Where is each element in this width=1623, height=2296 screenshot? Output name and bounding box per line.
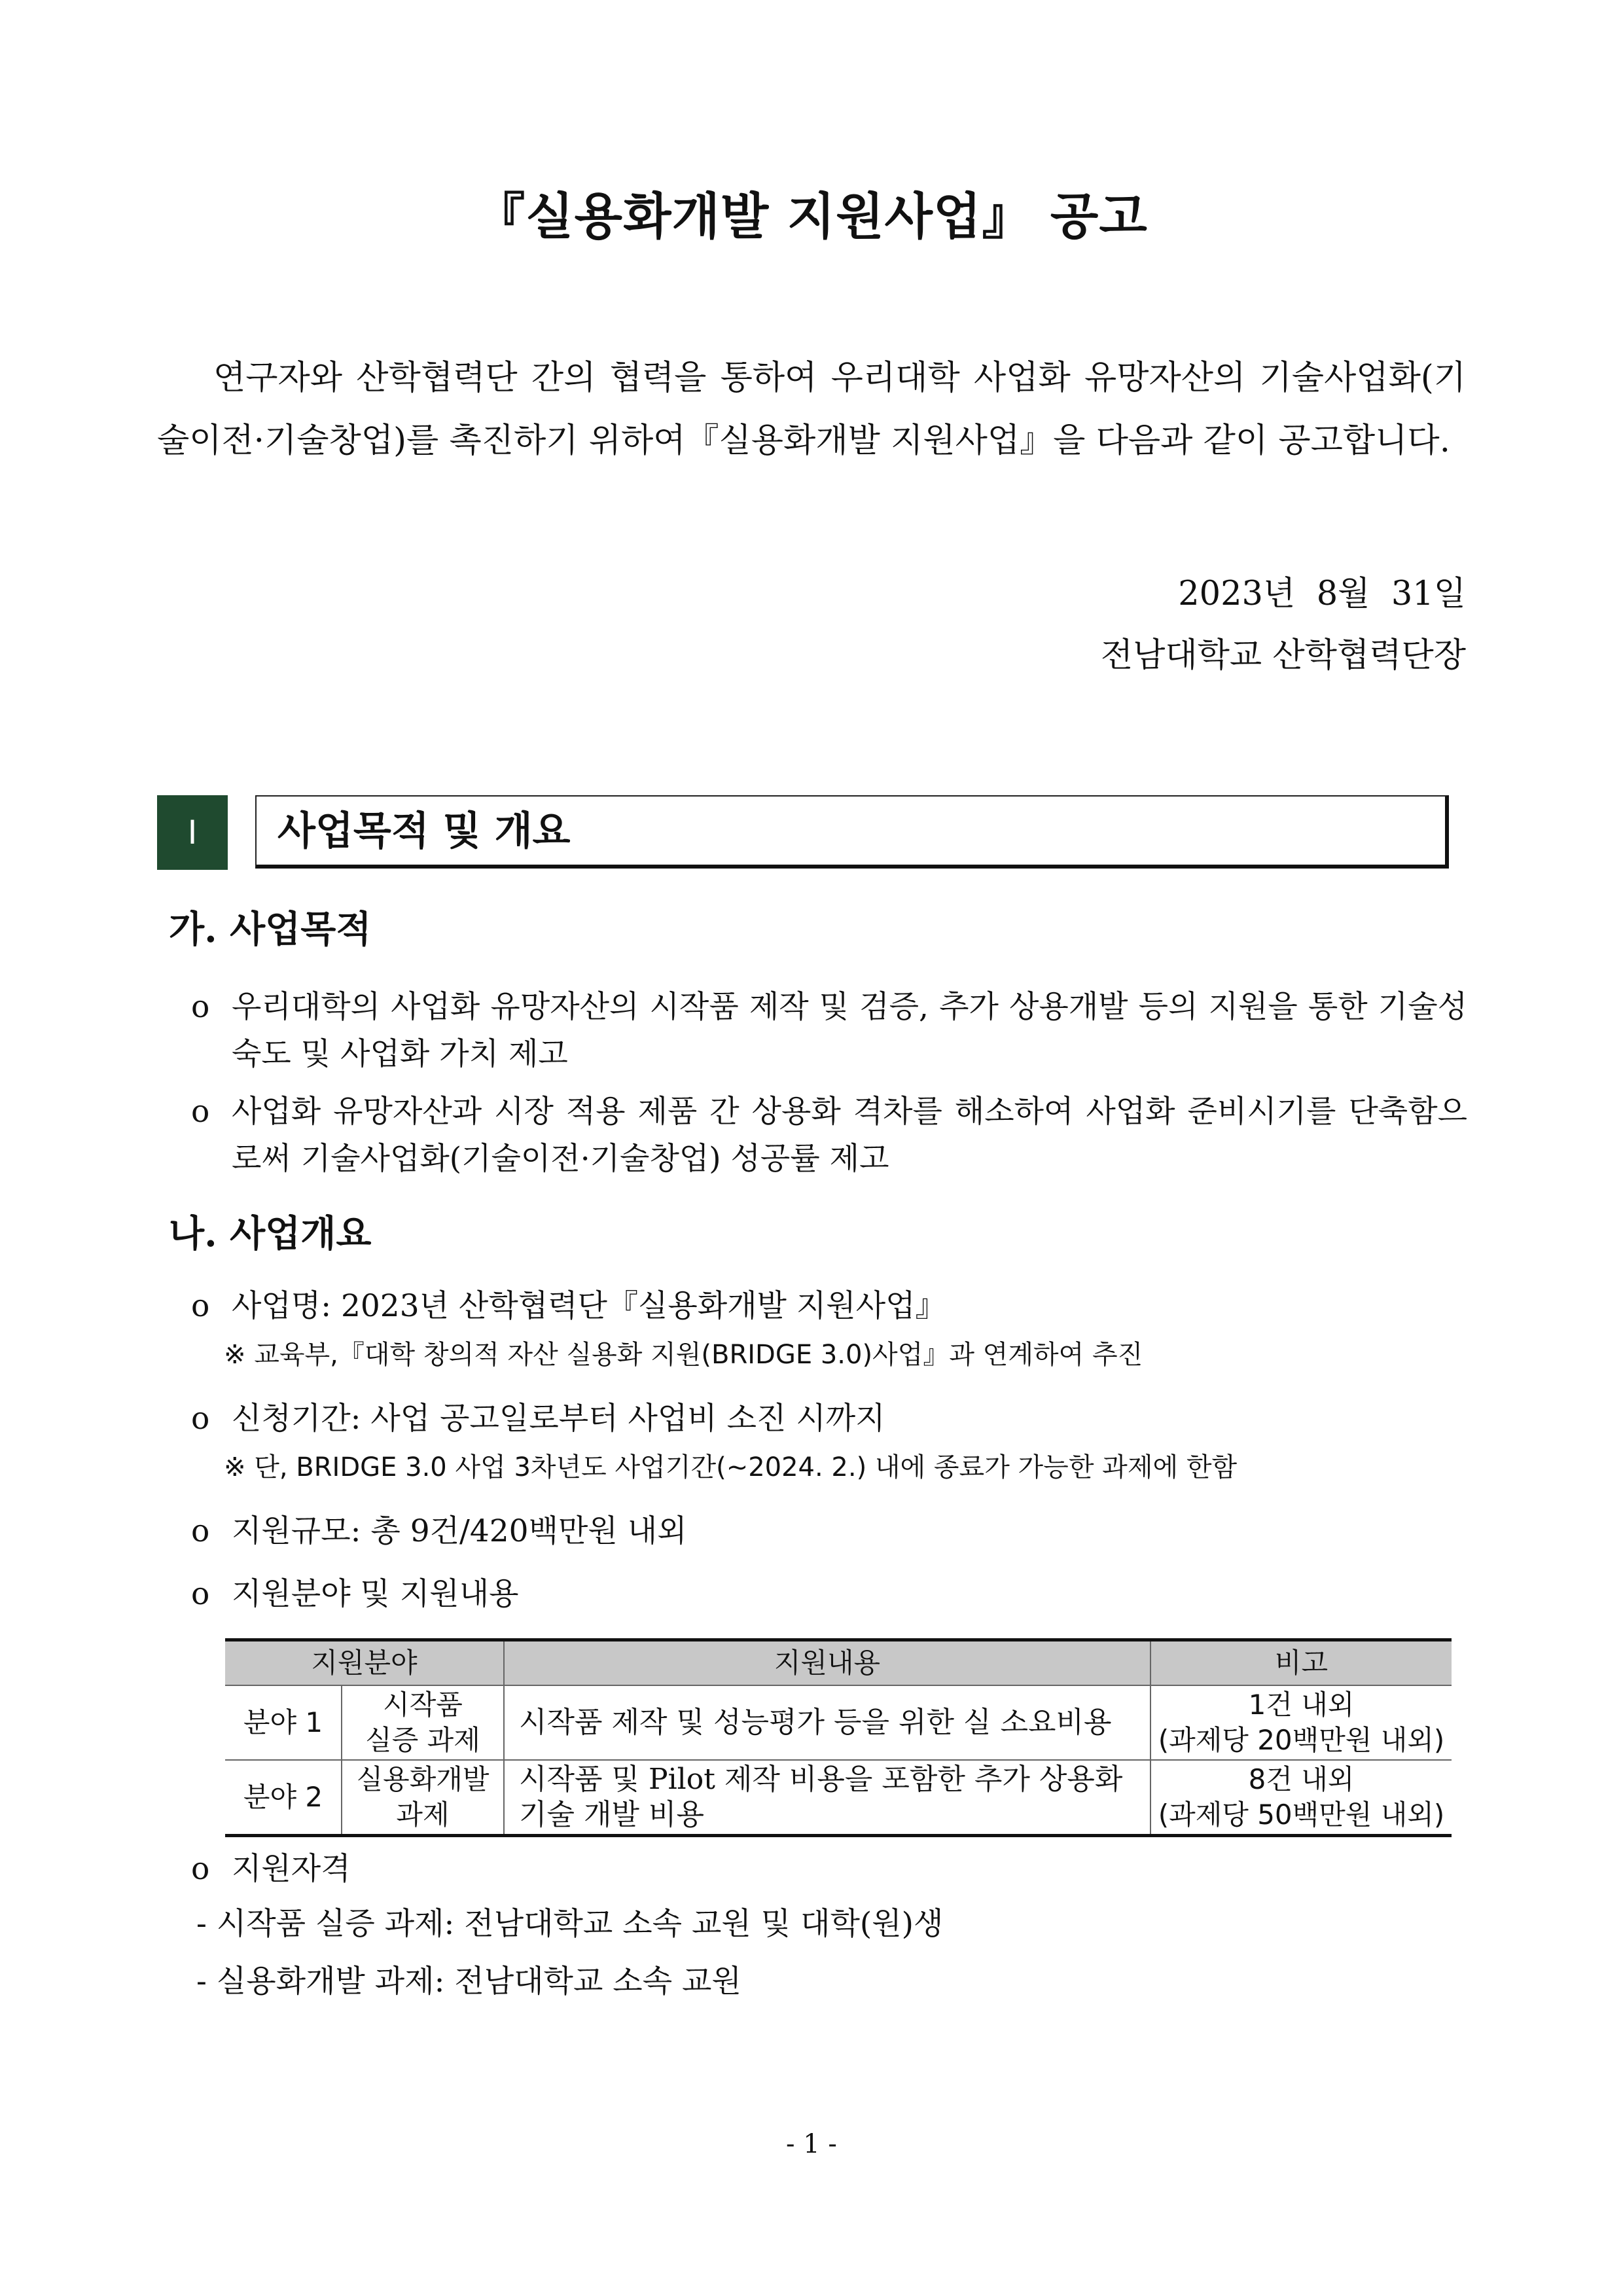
qualification-label: 지원자격	[232, 1851, 351, 1887]
application-period: 신청기간: 사업 공고일로부터 사업비 소진 시까지	[232, 1401, 885, 1437]
bullet-mark: o	[191, 1576, 210, 1612]
cell-note: 1건 내외 (과제당 20백만원 내외)	[1150, 1685, 1452, 1760]
project-name-note: ※ 교육부,『대학 창의적 자산 실용화 지원(BRIDGE 3.0)사업』과 연계하여 추진	[224, 1340, 1143, 1370]
table-row	[225, 1685, 1452, 1760]
page-number: - 1 -	[786, 2129, 837, 2159]
bullet-mark: o	[191, 1094, 210, 1130]
purpose-heading: 가. 사업목적	[169, 908, 372, 951]
table-row	[225, 1760, 1452, 1836]
section-title: 사업목적 및 개요	[277, 808, 571, 854]
document-title: 『실용화개발 지원사업』 공고	[475, 187, 1148, 245]
bullet-mark: o	[191, 1851, 210, 1887]
bullet-mark: o	[191, 989, 210, 1025]
header-field: 지원분야	[225, 1640, 504, 1686]
cell-type: 실용화개발 과제	[342, 1760, 504, 1836]
bullet-mark: o	[191, 1288, 210, 1324]
cell-field: 분야 2	[225, 1760, 342, 1836]
overview-heading: 나. 사업개요	[169, 1212, 372, 1255]
header-note: 비고	[1150, 1640, 1452, 1686]
table-header-row	[225, 1640, 1452, 1686]
section-number-badge: I	[157, 795, 228, 870]
support-scale: 지원규모: 총 9건/420백만원 내외	[232, 1513, 687, 1549]
cell-content: 시작품 및 Pilot 제작 비용을 포함한 추가 상용화 기술 개발 비용	[504, 1760, 1150, 1836]
application-period-note: ※ 단, BRIDGE 3.0 사업 3차년도 사업기간(~2024. 2.) 내에 종료가 가능한 과제에 한함	[224, 1452, 1238, 1482]
bullet-mark: o	[191, 1401, 210, 1437]
qualification-item-1: - 시작품 실증 과제: 전남대학교 소속 교원 및 대학(원)생	[196, 1906, 944, 1942]
purpose-item-2: 사업화 유망자산과 시장 적용 제품 간 상용화 격차를 해소하여 사업화 준비시기를 단축함으로써 기술사업화(기술이전·기술창업) 성공률 제고	[232, 1094, 1467, 1177]
cell-type: 시작품 실증 과제	[342, 1685, 504, 1760]
header-content: 지원내용	[504, 1640, 1150, 1686]
intro-paragraph: 연구자와 산학협력단 간의 협력을 통하여 우리대학 사업화 유망자산의 기술사업화(기술이전·기술창업)를 촉진하기 위하여『실용화개발 지원사업』을 다음과 같이 공고합니다.	[157, 359, 1466, 460]
announcement-date: 2023년 8월 31일	[1178, 575, 1466, 613]
purpose-item-1: 우리대학의 사업화 유망자산의 시작품 제작 및 검증, 추가 상용개발 등의 지원을 통한 기술성숙도 및 사업화 가치 제고	[232, 989, 1467, 1072]
project-name: 사업명: 2023년 산학협력단『실용화개발 지원사업』	[232, 1288, 946, 1324]
signer: 전남대학교 산학협력단장	[1100, 636, 1466, 675]
bullet-mark: o	[191, 1513, 210, 1549]
cell-field: 분야 1	[225, 1685, 342, 1760]
qualification-item-2: - 실용화개발 과제: 전남대학교 소속 교원	[196, 1964, 741, 2000]
cell-note: 8건 내외 (과제당 50백만원 내외)	[1150, 1760, 1452, 1836]
support-table	[225, 1638, 1452, 1837]
cell-content: 시작품 제작 및 성능평가 등을 위한 실 소요비용	[504, 1685, 1150, 1760]
support-fields-label: 지원분야 및 지원내용	[232, 1576, 519, 1612]
